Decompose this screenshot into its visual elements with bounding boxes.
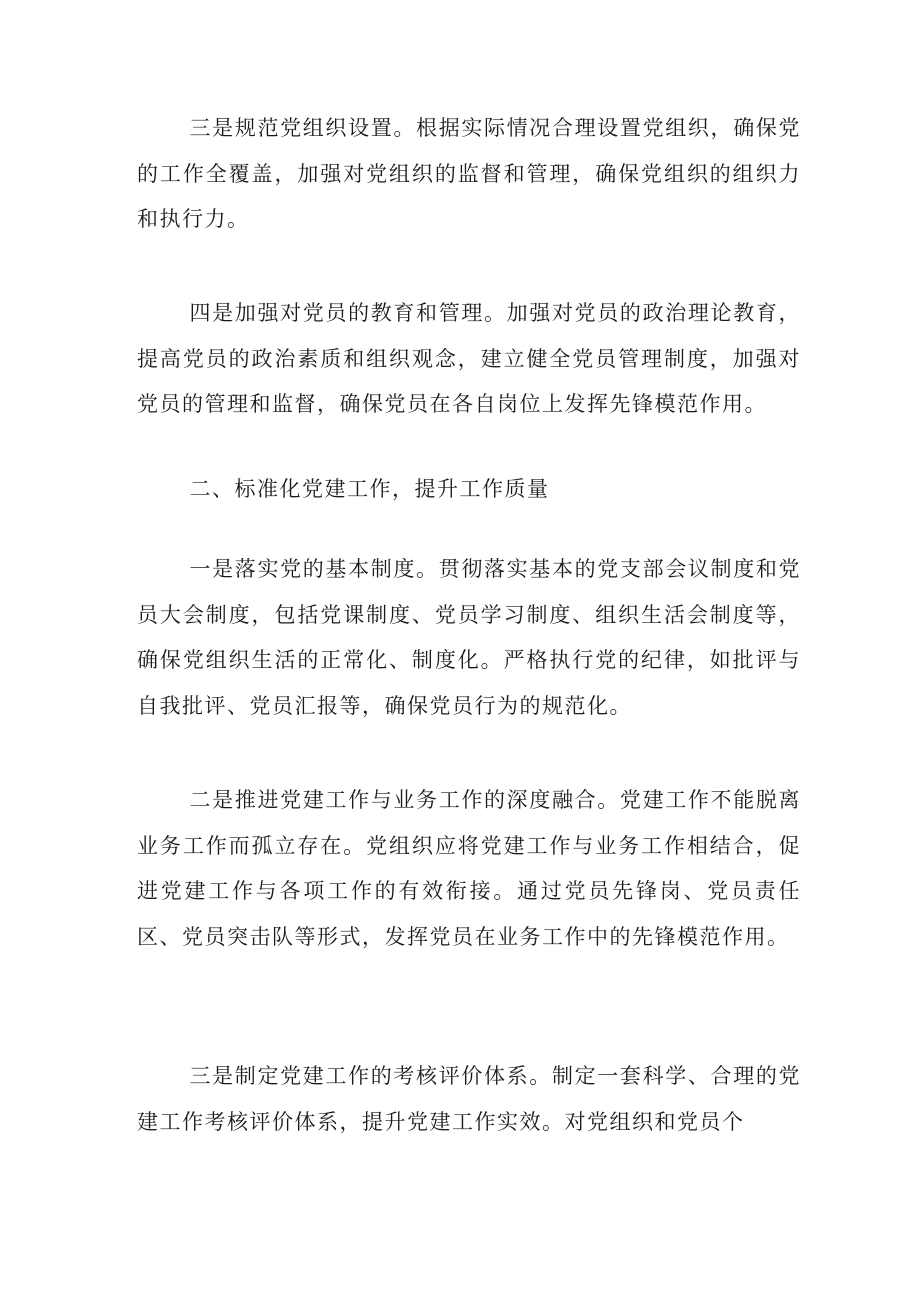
paragraph-basic-system: 一是落实党的基本制度。贯彻落实基本的党支部会议制度和党员大会制度，包括党课制度、党员学习制度、组织生活会制度等，确保党组织生活的正常化、制度化。严格执行党的纪律，如批评与自我批评、党员汇报等，确保党员行为的规范化。 xyxy=(137,557,801,718)
paragraph-member-education: 四是加强对党员的教育和管理。加强对党员的政治理论教育，提高党员的政治素质和组织观念，建立健全党员管理制度，加强对党员的管理和监督，确保党员在各自岗位上发挥先锋模范作用。 xyxy=(137,301,801,416)
paragraph-evaluation-system: 三是制定党建工作的考核评价体系。制定一套科学、合理的党建工作考核评价体系，提升党建工作实效。对党组织和党员个 xyxy=(137,1064,801,1134)
section-heading-standardization: 二、标准化党建工作，提升工作质量 xyxy=(189,477,550,501)
paragraph-integration: 二是推进党建工作与业务工作的深度融合。党建工作不能脱离业务工作而孤立存在。党组织应将党建工作与业务工作相结合，促进党建工作与各项工作的有效衔接。通过党员先锋岗、党员责任区、党员突击队等形式，发挥党员在业务工作中的先锋模范作用。 xyxy=(137,788,801,949)
paragraph-party-organization-setup: 三是规范党组织设置。根据实际情况合理设置党组织，确保党的工作全覆盖，加强对党组织的监督和管理，确保党组织的组织力和执行力。 xyxy=(137,116,801,231)
